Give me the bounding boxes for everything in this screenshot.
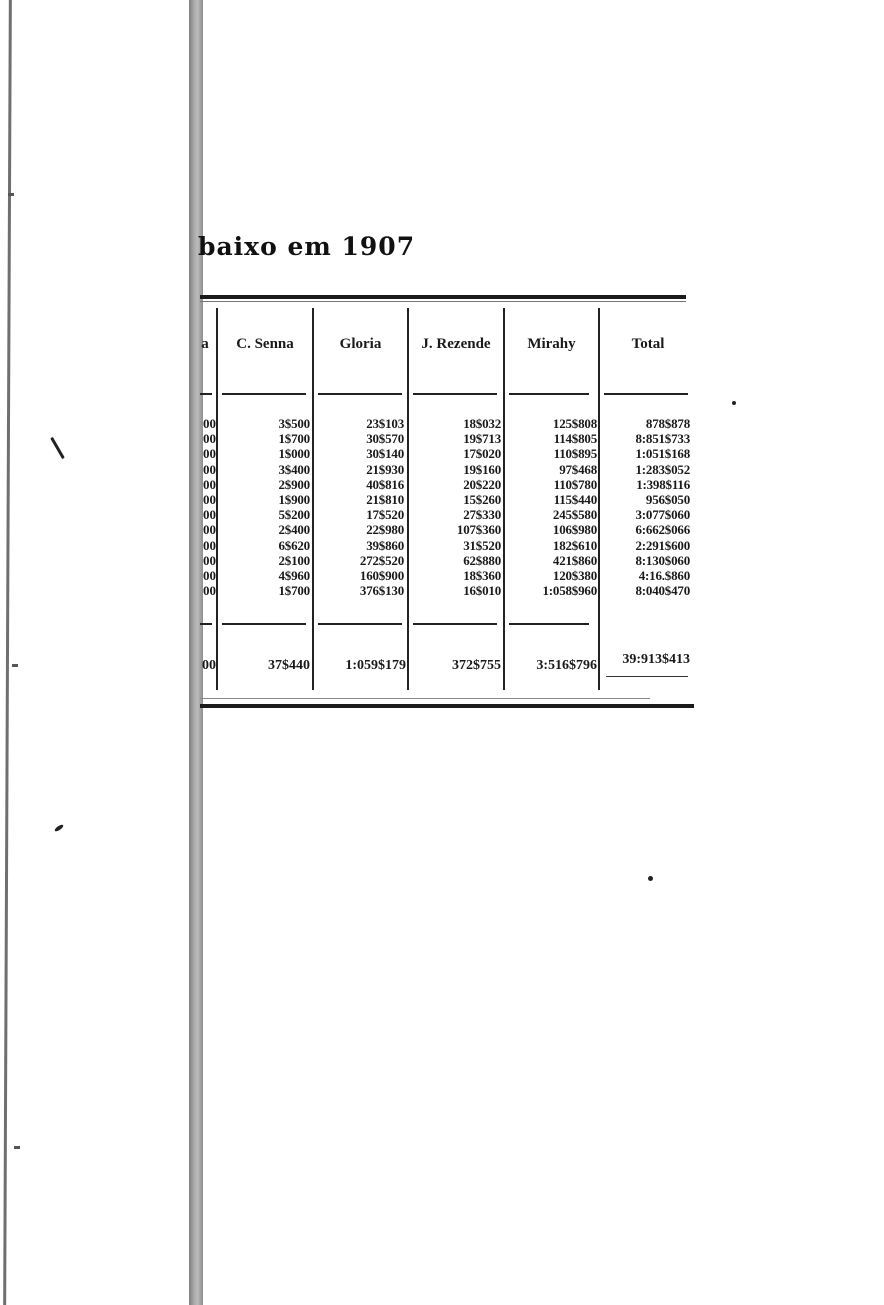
- total-gloria: 1:059$179: [345, 658, 406, 673]
- header-underline: [509, 393, 589, 395]
- table-cell: 272$520: [359, 552, 404, 568]
- header-underline: [222, 393, 306, 395]
- header-partial: a: [201, 336, 209, 352]
- header-gloria: Gloria: [339, 336, 382, 352]
- binding-gutter: [189, 0, 203, 1305]
- header-underline: [413, 393, 497, 395]
- gloria-column: [318, 416, 404, 598]
- edge-mark: [14, 1146, 20, 1149]
- table-cell: 00: [203, 552, 216, 568]
- table-cell: 15$260: [463, 492, 501, 508]
- table-cell: 1$700: [278, 431, 310, 447]
- table-cell: 2$100: [278, 552, 310, 568]
- table-cell: 1$000: [278, 446, 310, 462]
- ink-speck: [732, 401, 736, 405]
- table-cell: 1$900: [278, 492, 310, 508]
- partial-column: [196, 416, 216, 598]
- table-cell: 182$610: [552, 537, 597, 553]
- table-cell: 3$400: [278, 461, 310, 477]
- table-cell: 106$980: [552, 522, 597, 538]
- table-cell: 22$980: [366, 522, 404, 538]
- table-cell: 1:398$116: [636, 476, 690, 492]
- table-cell: 125$808: [552, 416, 597, 431]
- total-j-rezende: 372$755: [452, 658, 501, 673]
- table-cell: 245$580: [552, 507, 597, 523]
- table-cell: 3$500: [278, 416, 310, 431]
- table-cell: 19$713: [463, 431, 501, 447]
- table-cell: 17$520: [366, 507, 404, 523]
- table-cell: 00: [203, 492, 216, 508]
- grand-total-underline: [606, 676, 688, 677]
- table-cell: 878$878: [645, 416, 690, 431]
- table-cell: 110$895: [553, 446, 597, 462]
- table-cell: 114$805: [553, 431, 597, 447]
- c-senna-column: [222, 416, 310, 598]
- header-j-rezende: J. Rezende: [421, 336, 491, 352]
- table-cell: 1:051$168: [635, 446, 690, 462]
- table-cell: 120$380: [552, 568, 597, 584]
- header-underline: [604, 393, 688, 395]
- total-mirahy: 3:516$796: [536, 658, 597, 673]
- table-cell: 18$360: [463, 568, 501, 584]
- table-cell: 00: [203, 522, 216, 538]
- table-cell: 00: [203, 507, 216, 523]
- table-cell: 00: [203, 446, 216, 462]
- column-separator: [216, 308, 218, 690]
- header-underline: [200, 393, 212, 395]
- table-cell: 19$160: [463, 461, 501, 477]
- table-cell: 17$020: [463, 446, 501, 462]
- table-cell: 421$860: [552, 552, 597, 568]
- table-cell: 107$360: [456, 522, 501, 538]
- header-mirahy: Mirahy: [527, 336, 576, 352]
- table-cell: 16$010: [463, 583, 501, 599]
- ink-speck: [648, 876, 653, 881]
- table-top-rule-thin: [200, 301, 686, 302]
- mirahy-column: [508, 416, 597, 598]
- table-cell: 1:283$052: [635, 461, 690, 477]
- table-cell: 6$620: [278, 537, 310, 553]
- table-bottom-rule: [200, 704, 694, 708]
- table-cell: 00: [203, 537, 216, 553]
- column-separator: [312, 308, 314, 690]
- header-total: Total: [631, 336, 665, 352]
- table-top-rule: [200, 295, 686, 299]
- table-cell: 3:077$060: [635, 507, 690, 523]
- table-cell: 110$780: [553, 476, 597, 492]
- edge-mark: [8, 193, 14, 196]
- table-cell: 376$130: [359, 583, 404, 599]
- table-cell: 27$330: [463, 507, 501, 523]
- ink-speck: [54, 823, 64, 832]
- table-cell: 4:16.$860: [638, 568, 690, 584]
- sum-line: [413, 623, 497, 625]
- table-cell: 40$816: [366, 476, 404, 492]
- table-cell: 8:130$060: [635, 552, 690, 568]
- table-cell: 31$520: [463, 537, 501, 553]
- column-separator: [503, 308, 505, 690]
- sum-line: [200, 623, 212, 625]
- table-cell: 00: [203, 568, 216, 584]
- table-cell: 21$930: [366, 461, 404, 477]
- table-cell: 30$570: [366, 431, 404, 447]
- table-cell: 8:851$733: [635, 431, 690, 447]
- table-cell: 2:291$600: [635, 537, 690, 553]
- table-cell: 00: [203, 461, 216, 477]
- table-cell: 62$880: [463, 552, 501, 568]
- table-cell: 2$900: [278, 476, 310, 492]
- table-cell: 23$103: [366, 416, 404, 431]
- j-rezende-column: [413, 416, 501, 598]
- page-title: baixo em 1907: [198, 232, 416, 261]
- table-cell: 1:058$960: [542, 583, 597, 599]
- total-grand: 39:913$413: [622, 652, 690, 667]
- sum-line: [318, 623, 402, 625]
- sum-line: [222, 623, 306, 625]
- table-cell: 18$032: [463, 416, 501, 431]
- table-cell: 6:662$066: [635, 522, 690, 538]
- header-c-senna: C. Senna: [236, 336, 294, 352]
- table-cell: 00: [203, 476, 216, 492]
- table-cell: 39$860: [366, 537, 404, 553]
- table-cell: 8:040$470: [635, 583, 690, 599]
- table-cell: 00: [203, 583, 216, 599]
- header-underline: [318, 393, 402, 395]
- table-cell: 956$050: [645, 492, 690, 508]
- table-cell: 97$468: [559, 461, 597, 477]
- total-c-senna: 37$440: [268, 658, 310, 673]
- table-cell: 2$400: [278, 522, 310, 538]
- table-cell: 5$200: [278, 507, 310, 523]
- table-cell: 115$440: [553, 492, 597, 508]
- table-cell: 4$960: [278, 568, 310, 584]
- total-partial: 00: [202, 658, 216, 673]
- column-separator: [407, 308, 409, 690]
- table-cell: 00: [203, 431, 216, 447]
- table-cell: 160$900: [359, 568, 404, 584]
- table-cell: 1$700: [278, 583, 310, 599]
- column-separator: [598, 308, 600, 690]
- edge-mark: [12, 664, 18, 667]
- table-bottom-rule-thin: [200, 698, 650, 699]
- table-cell: 20$220: [463, 476, 501, 492]
- sum-line: [509, 623, 589, 625]
- table-cell: 00: [203, 416, 216, 431]
- table-cell: 21$810: [366, 492, 404, 508]
- total-column: [604, 416, 690, 598]
- ink-speck: [50, 437, 65, 459]
- table-cell: 30$140: [366, 446, 404, 462]
